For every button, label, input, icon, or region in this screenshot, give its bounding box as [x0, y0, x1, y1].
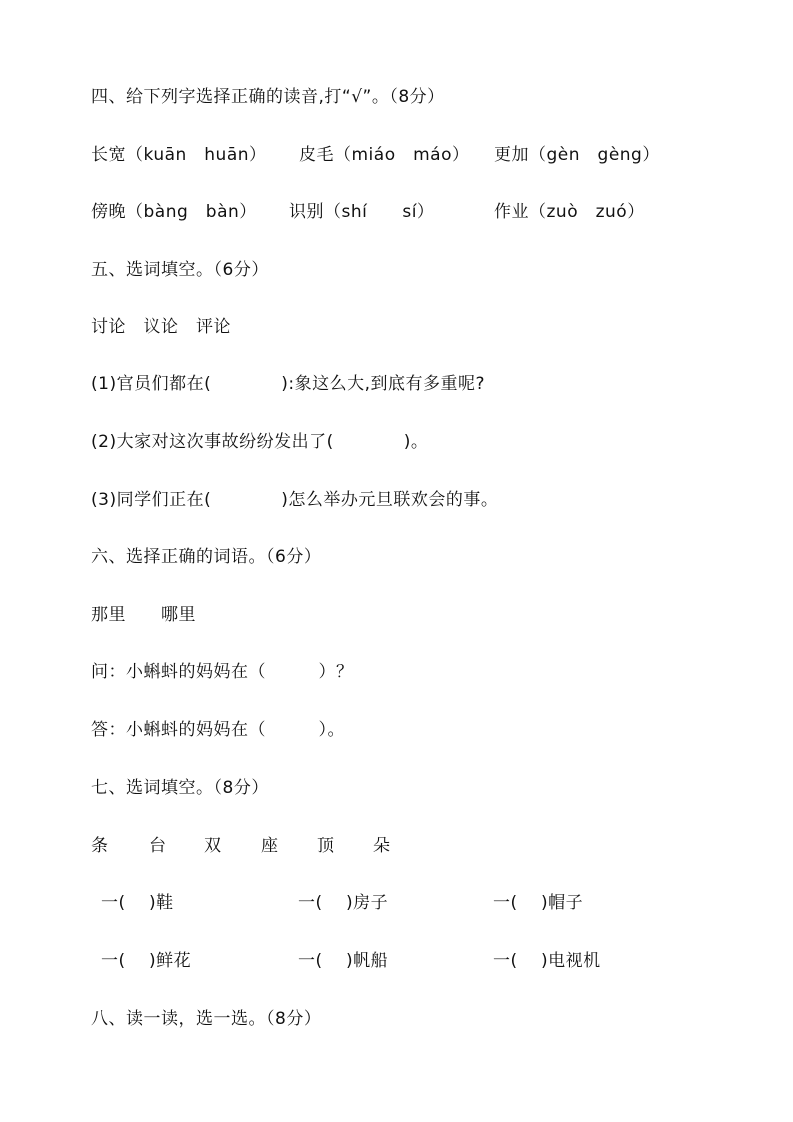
fill-item: 一( )鲜花 [101, 951, 192, 971]
section-5-title: 五、选词填空。（6分） [91, 260, 269, 280]
word-bank-item: 朵 [373, 836, 391, 856]
question-line: 答：小蝌蚪的妈妈在（ ）。 [91, 720, 345, 740]
section-6-title: 六、选择正确的词语。（6分） [91, 547, 322, 567]
word-bank-item: 顶 [317, 836, 335, 856]
question-line: (2)大家对这次事故纷纷发出了( )。 [91, 432, 429, 452]
fill-item: 一( )鞋 [101, 893, 174, 913]
word-bank-item: 条 [91, 836, 109, 856]
fill-item: 一( )房子 [298, 893, 389, 913]
pinyin-item: 作业（zuò zuó） [494, 202, 645, 222]
pinyin-item: 长宽（kuān huān） [91, 145, 267, 165]
section-8-title: 八、读一读，选一选。（8分） [91, 1009, 322, 1029]
question-line: (3)同学们正在( )怎么举办元旦联欢会的事。 [91, 490, 499, 510]
pinyin-item: 识别（shí sí） [289, 202, 435, 222]
word-bank: 讨论 议论 评论 [91, 317, 231, 337]
question-line: 问：小蝌蚪的妈妈在（ ）？ [91, 662, 354, 682]
section-7-title: 七、选词填空。（8分） [91, 778, 269, 798]
pinyin-item: 傍晚（bàng bàn） [91, 202, 257, 222]
fill-item: 一( )电视机 [493, 951, 601, 971]
word-bank-item: 双 [204, 836, 222, 856]
fill-item: 一( )帽子 [493, 893, 584, 913]
section-4-title: 四、给下列字选择正确的读音,打“√”。（8分） [91, 87, 445, 107]
word-bank-item: 台 [149, 836, 167, 856]
fill-item: 一( )帆船 [298, 951, 389, 971]
word-bank: 那里 哪里 [91, 605, 196, 625]
question-line: (1)官员们都在( ):象这么大,到底有多重呢? [91, 374, 485, 394]
pinyin-item: 更加（gèn gèng） [494, 145, 660, 165]
word-bank-item: 座 [261, 836, 279, 856]
pinyin-item: 皮毛（miáo máo） [299, 145, 470, 165]
